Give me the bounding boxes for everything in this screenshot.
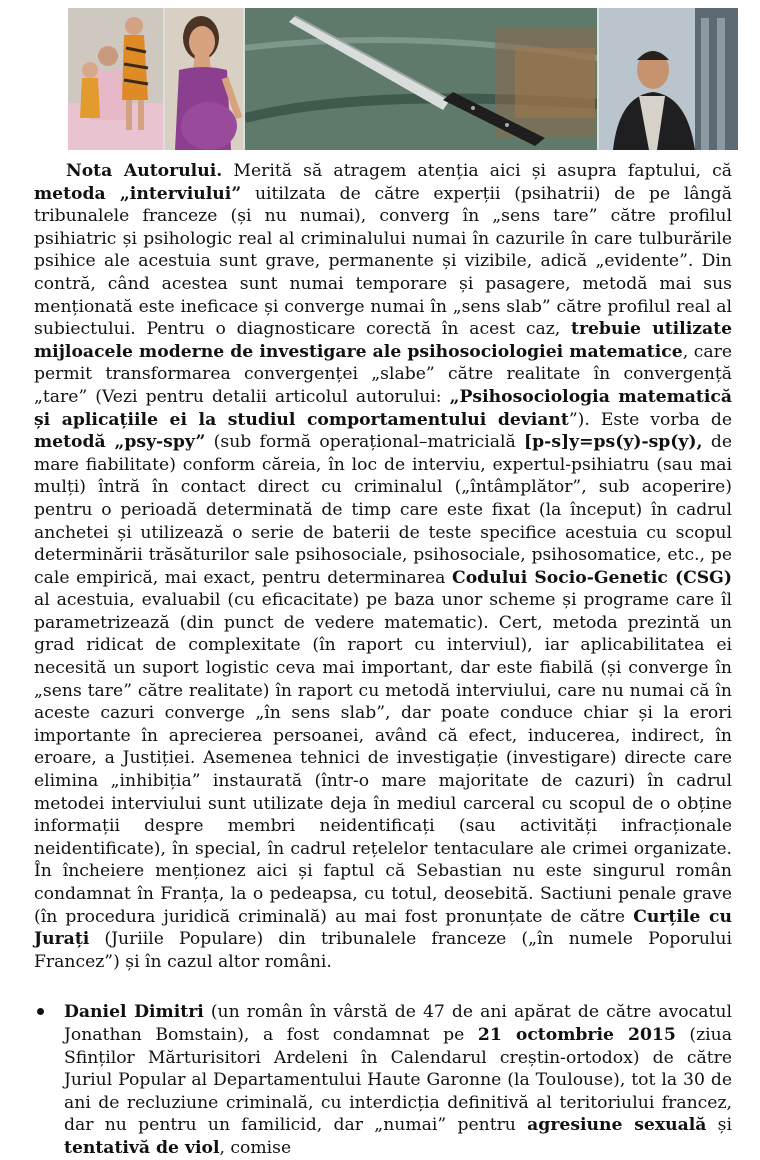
bold-charge-1: agresiune sexuală (527, 1115, 707, 1136)
text-span: al acestuia, evaluabil (cu eficacitate) pe baza unor scheme și programe care îl parametrizează (din punct de vedere matematic). Cert, metoda prezintă un grad ridicat de complexitate (în raport cu interviul), iar aplicabilitatea ei necesită un suport logistic ceva mai important, dar este fiabilă (și converge în „sens tare” către realitate) în raport cu metodă interviului, care nu numai că în aceste cazuri converge „în sens slab”, dar poate conduce chiar și la erori importante în aprecierea persoanei, având că efect, inducerea, indirect, în eroare, a Justiției. Asemenea tehnici de investigație (investigare) directe care elimina „inhibiția” instaurată (într-o mare majoritate de cazuri) în cadrul metodei interviului sunt utilizate deja în mediul carceral cu scopul de o obține informații despre membri neidentificați (sau activități infracționale neidentificate), în special, în cadrul rețelelor tentaculare ale crimei organizate. În încheiere menționez aici și faptul că Sebastian nu este singurul român condamnat în Franța, la o pedeapsa, cu totul, deosebită. Sactiuni penale grave (în procedura juridică criminală) au mai fost pronunțate de către (34, 590, 732, 927)
photo-family-children (68, 8, 163, 150)
photo-man-portrait (599, 8, 738, 150)
text-span: ”). Este vorba de (568, 409, 732, 430)
photo-knife (245, 8, 597, 150)
author-note-paragraph (34, 160, 732, 973)
bold-person-name: Daniel Dimitri (64, 1002, 204, 1023)
text-span: de mare fiabilitate) conform căreia, în loc de interviu, expertul-psihiatru (sau mai mulți) întră în contact direct cu criminalul („întâmplător”, sub acoperire) pentru o perioadă determinată de timp care este fixat (la început) în cadrul anchetei și utilizează o serie de baterii de teste specifice acestuia cu scopul determinării trăsăturilor sale psihosociale, psihosociale, psihosomatice, etc., pe cale empirică, mai exact, pentru determinarea (34, 432, 732, 588)
bold-formula: [p-s]y=ps(y)-sp(y), (524, 432, 703, 453)
photo-pregnant-woman (165, 8, 243, 150)
text-span: , care permit transformarea convergenței „slabe” către realitate în convergență „tare” (Vezi pentru detalii articolul autorului: (34, 341, 733, 407)
bold-modern-means: trebuie utilizate mijloacele moderne de investigare ale psihosociologiei matematice (34, 319, 732, 362)
photo-strip (68, 8, 738, 150)
bold-article-title: „Psihosociologia matematică și aplicațiile ei la studiul comportamentului deviant (34, 386, 732, 430)
text-span: (ziua Sfinților Mărturisitori Ardeleni în Calendarul creștin-ortodox) de către Juriul Popular al Departamentului Haute Garonne (la Toulouse), tot la 30 de ani de recluziune criminală, cu interdicția definitivă al teritoriului francez, dar nu pentru un familicid, dar „numai” pentru (64, 1024, 732, 1136)
bullet-dot (37, 1008, 44, 1015)
text-span: , comise (219, 1137, 292, 1158)
text-span: (un român în vârstă de 47 de ani apărat de către avocatul Jonathan Bomstain), a fost condamnat pe (64, 1002, 732, 1045)
bold-psy-spy-method: metodă „psy-spy” (34, 432, 206, 453)
case-list (34, 1001, 732, 1159)
list-item (34, 1001, 732, 1159)
text-span: și (706, 1115, 733, 1136)
bold-csg: Codului Socio-Genetic (CSG) (452, 567, 732, 588)
bold-date: 21 octombrie 2015 (477, 1024, 676, 1045)
bold-courts: Curțile cu Jurați (34, 906, 732, 950)
text-span: uitilzata de către experții (psihatrii) de pe lângă tribunalele franceze (și nu numai), converg în „sens tare” către profilul psihiatric și psihologic real al criminalului numai în cazurile în care tulburările psihice ale acestuia sunt grave, permanente și vizibile, adică „evidente”. Din contră, când acestea sunt numai temporare și pasagere, metodă mai sus menționată este ineficace și converge numai în „sens slab” către profilul real al subiectului. Pentru o diagnosticare corectă în acest caz, (34, 183, 732, 340)
article-body (34, 160, 732, 1160)
text-span: Merită să atragem atenția aici și asupra faptului, că (222, 161, 732, 181)
text-span: (Juriile Populare) din tribunalele franceze („în numele Poporului Francez”) și în cazul altor români. (34, 929, 732, 972)
text-span: (sub formă operațional–matricială (205, 432, 525, 453)
author-note-label: Nota Autorului. (66, 161, 223, 181)
bold-interview-method: metoda „interviului” (34, 183, 242, 204)
bold-charge-2: tentativă de viol (64, 1137, 220, 1158)
